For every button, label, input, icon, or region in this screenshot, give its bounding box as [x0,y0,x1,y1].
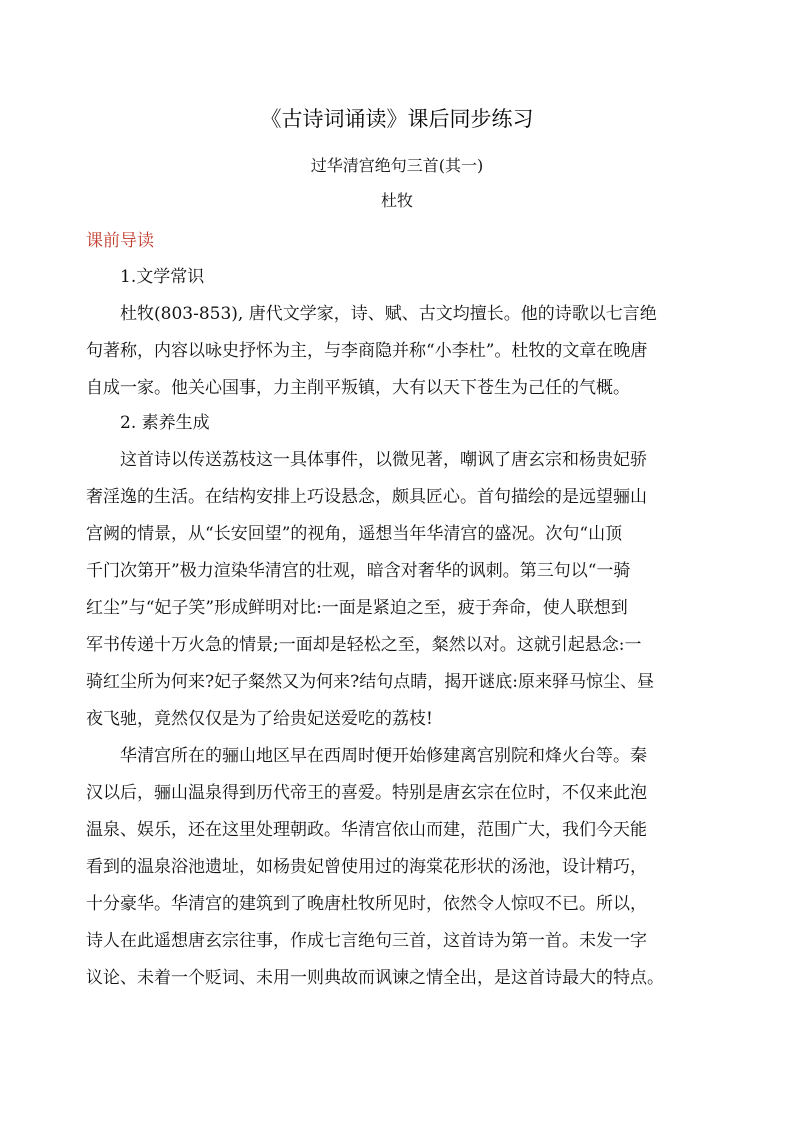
paragraph-line: 诗人在此遥想唐玄宗往事，作成七言绝句三首，这首诗为第一首。未发一字 [86,931,647,951]
item-heading-literacy: 2. 素养生成 [120,413,210,433]
paragraph-line: 句著称，内容以咏史抒怀为主，与李商隐并称“小李杜”。杜牧的文章在晚唐 [86,341,648,361]
paragraph-line: 骑红尘所为何来?妃子粲然又为何来?结句点睛，揭开谜底:原来驿马惊尘、昼 [86,672,654,692]
paragraph-line: 议论、未着一个贬词、未用一则典故而讽谏之情全出，是这首诗最大的特点。 [86,968,664,988]
paragraph-line: 十分豪华。华清宫的建筑到了晚唐杜牧所见时，依然令人惊叹不已。所以， [86,894,647,914]
paragraph-line: 华清宫所在的骊山地区早在西周时便开始修建离宫别院和烽火台等。秦 [120,746,647,766]
paragraph-line: 红尘”与“妃子笑”形成鲜明对比:一面是紧迫之至，疲于奔命，使人联想到 [86,598,628,618]
poem-author: 杜牧 [380,191,413,210]
paragraph-line: 看到的温泉浴池遗址，如杨贵妃曾使用过的海棠花形状的汤池，设计精巧， [86,857,647,877]
item-heading-literary-knowledge: 1.文学常识 [120,267,205,287]
paragraph-line: 杜牧(803-853), 唐代文学家，诗、赋、古文均擅长。他的诗歌以七言绝 [120,304,657,324]
paragraph-line: 夜飞驰，竟然仅仅是为了给贵妃送爱吃的荔枝! [86,709,433,729]
paragraph-line: 千门次第开”极力渲染华清宫的壮观，暗含对奢华的讽刺。第三句以“一骑 [86,561,631,581]
poem-title: 过华清宫绝句三首(其一) [310,156,484,175]
paragraph-line: 这首诗以传送荔枝这一具体事件，以微见著，嘲讽了唐玄宗和杨贵妃骄 [120,450,647,470]
paragraph-line: 军书传递十万火急的情景;一面却是轻松之至，粲然以对。这就引起悬念:一 [86,635,642,655]
document-title: 《古诗词诵读》课后同步练习 [260,107,534,131]
paragraph-line: 奢淫逸的生活。在结构安排上巧设悬念，颇具匠心。首句描绘的是远望骊山 [86,487,647,507]
paragraph-line: 自成一家。他关心国事，力主削平叛镇，大有以天下苍生为己任的气概。 [86,378,630,398]
section-heading-preview: 课前导读 [86,231,154,251]
paragraph-line: 温泉、娱乐，还在这里处理朝政。华清宫依山而建，范围广大，我们今天能 [86,820,647,840]
paragraph-line: 汉以后，骊山温泉得到历代帝王的喜爱。特别是唐玄宗在位时，不仅来此泡 [86,783,647,803]
paragraph-line: 宫阙的情景，从“长安回望”的视角，遥想当年华清宫的盛况。次句“山顶 [86,524,623,544]
